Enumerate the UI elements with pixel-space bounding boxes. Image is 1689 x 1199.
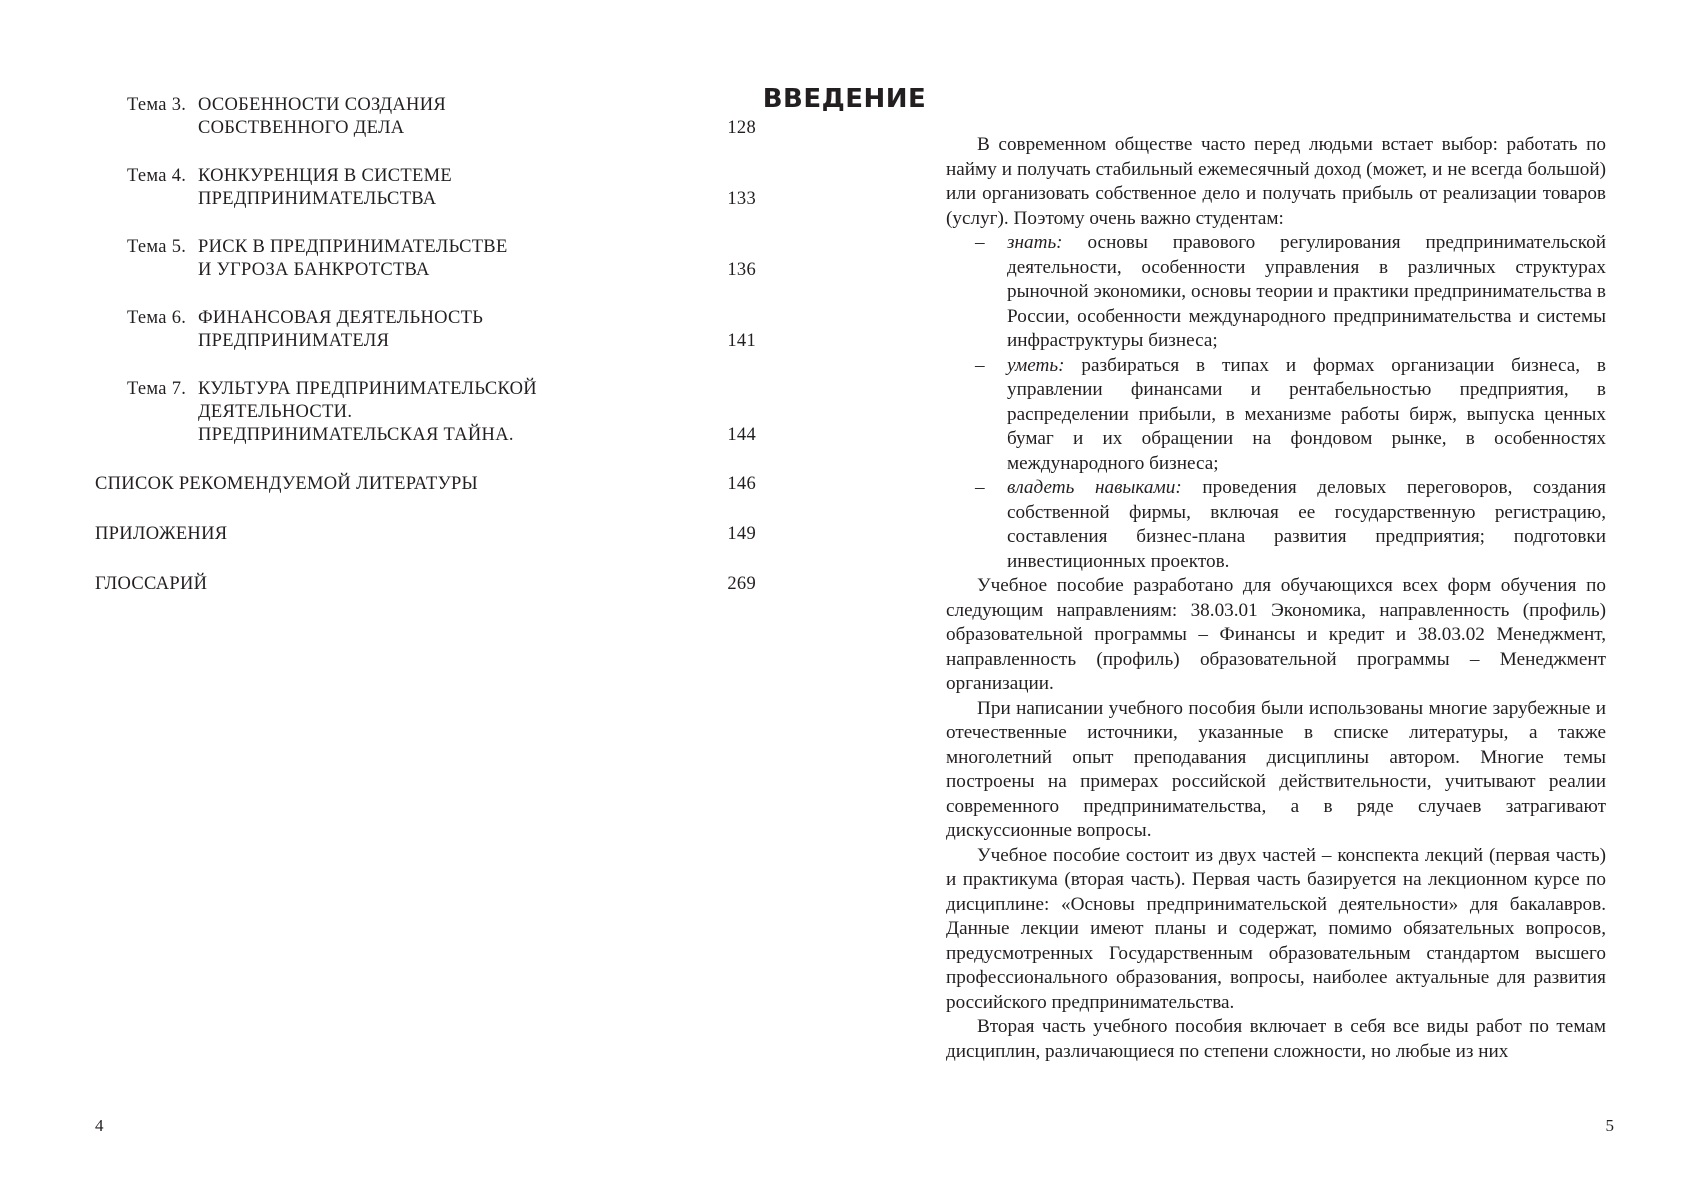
toc-topic-title	[198, 378, 718, 447]
list-item	[975, 354, 1606, 477]
toc-topic-label: Тема 6.	[127, 308, 187, 328]
toc-page-number: 133	[727, 189, 756, 209]
toc-title-line: ПРЕДПРИНИМАТЕЛЯ	[198, 331, 390, 351]
list-text: основы правового регулирования предпринимательской деятельности, особенности управления в различных структурах рыночной экономики, основы теории и практики предпринимательства в России, особенности международного предпринимательства и системы инфраструктуры бизнеса;	[1007, 232, 1606, 351]
toc-page-number: 136	[727, 260, 756, 280]
page-heading: ВВЕДЕНИЕ	[762, 84, 927, 114]
toc-title-line: ОСОБЕННОСТИ СОЗДАНИЯ	[198, 95, 447, 115]
page-number-right: 5	[1605, 1116, 1614, 1135]
page-number-left: 4	[95, 1116, 104, 1135]
list-item	[975, 231, 1606, 354]
toc-page-number: 128	[727, 118, 756, 138]
toc-title-line: ФИНАНСОВАЯ ДЕЯТЕЛЬНОСТЬ	[198, 308, 484, 328]
body-paragraph: При написании учебного пособия были использованы многие зарубежные и отечественные источники, указанные в списке литературы, а также многолетний опыт преподавания дисциплины автором. Многие темы построены на примерах российской действительности, учитывают реалии современного предпринимательства, а в ряде случаев затрагивают дискуссионные вопросы.	[946, 697, 1606, 841]
toc-topic-label: Тема 7.	[127, 379, 187, 399]
toc-title-line: ПРЕДПРИНИМАТЕЛЬСТВА	[198, 189, 437, 209]
toc-section-title: ГЛОССАРИЙ	[95, 574, 208, 594]
skills-list	[946, 231, 1606, 574]
toc-page-number: 269	[727, 574, 756, 594]
list-text: проведения деловых переговоров, создания собственной фирмы, включая ее государственную регистрацию, составления бизнес-плана развития предприятия; подготовки инвестиционных проектов.	[1007, 477, 1606, 572]
toc-title-line: РИСК В ПРЕДПРИНИМАТЕЛЬСТВЕ	[198, 237, 508, 257]
body-paragraph: Учебное пособие состоит из двух частей – конспекта лекций (первая часть) и практикума (вторая часть). Первая часть базируется на лекционном курсе по дисциплине: «Основы предпринимательской деятельности» для бакалавров. Данные лекции имеют планы и содержат, помимо обязательных вопросов, предусмотренных Государственным образовательным стандартом высшего профессионального образования, вопросы, наиболее актуальные для развития российского предпринимательства.	[946, 844, 1606, 1013]
left-page	[0, 0, 844, 1199]
introduction-text	[946, 133, 1606, 1064]
list-text: разбираться в типах и формах организации бизнеса, в управлении финансами и рентабельностью предприятия, в распределении прибыли, в механизме работы бирж, выпуска ценных бумаг и их обращении на фондовом рынке, в особенностях международного бизнеса;	[1007, 354, 1606, 474]
intro-paragraph: В современном обществе часто перед людьми встает выбор: работать по найму и получать стабильный ежемесячный доход (может, и не всегда большой) или организовать собственное дело и получать прибыль от реализации товаров (услуг). Поэтому очень важно студентам:	[946, 134, 1606, 229]
toc-topic-label: Тема 5.	[127, 237, 187, 257]
toc-page-number: 144	[727, 425, 756, 445]
body-paragraph: Учебное пособие разработано для обучающихся всех форм обучения по следующим направлениям: 38.03.01 Экономика, направленность (профиль) образовательной программы – Финансы и кредит и 38.03.02 Менеджмент, направленность (профиль) образовательной программы – Менеджмент организации.	[946, 575, 1606, 694]
toc-title-line: КОНКУРЕНЦИЯ В СИСТЕМЕ	[198, 166, 452, 186]
list-term: уметь:	[1007, 354, 1065, 376]
toc-page-number: 149	[727, 524, 756, 544]
dash-bullet: –	[975, 232, 985, 253]
toc-title-line: СОБСТВЕННОГО ДЕЛА	[198, 118, 405, 138]
toc-topic-title	[198, 307, 718, 353]
list-item	[975, 476, 1606, 574]
toc-page-number: 146	[727, 474, 756, 494]
toc-topic-label: Тема 4.	[127, 166, 187, 186]
toc-topic-title	[198, 165, 718, 211]
toc-section-title: ПРИЛОЖЕНИЯ	[95, 524, 228, 544]
toc-topic-title	[198, 236, 718, 282]
toc-title-line: ПРЕДПРИНИМАТЕЛЬСКАЯ ТАЙНА.	[198, 425, 514, 445]
list-term: владеть навыками:	[1007, 477, 1182, 498]
body-paragraph: Вторая часть учебного пособия включает в себя все виды работ по темам дисциплин, различающиеся по степени сложности, но любые из них	[946, 1016, 1606, 1062]
toc-title-line: ДЕЯТЕЛЬНОСТИ.	[198, 402, 353, 422]
toc-page-number: 141	[727, 331, 756, 351]
dash-bullet: –	[975, 354, 985, 376]
toc-topic-label: Тема 3.	[127, 95, 187, 115]
toc-title-line: И УГРОЗА БАНКРОТСТВА	[198, 260, 430, 280]
dash-bullet: –	[975, 477, 985, 498]
toc-title-line: КУЛЬТУРА ПРЕДПРИНИМАТЕЛЬСКОЙ	[198, 379, 537, 399]
list-term: знать:	[1007, 232, 1063, 253]
toc-section-title: СПИСОК РЕКОМЕНДУЕМОЙ ЛИТЕРАТУРЫ	[95, 474, 478, 494]
